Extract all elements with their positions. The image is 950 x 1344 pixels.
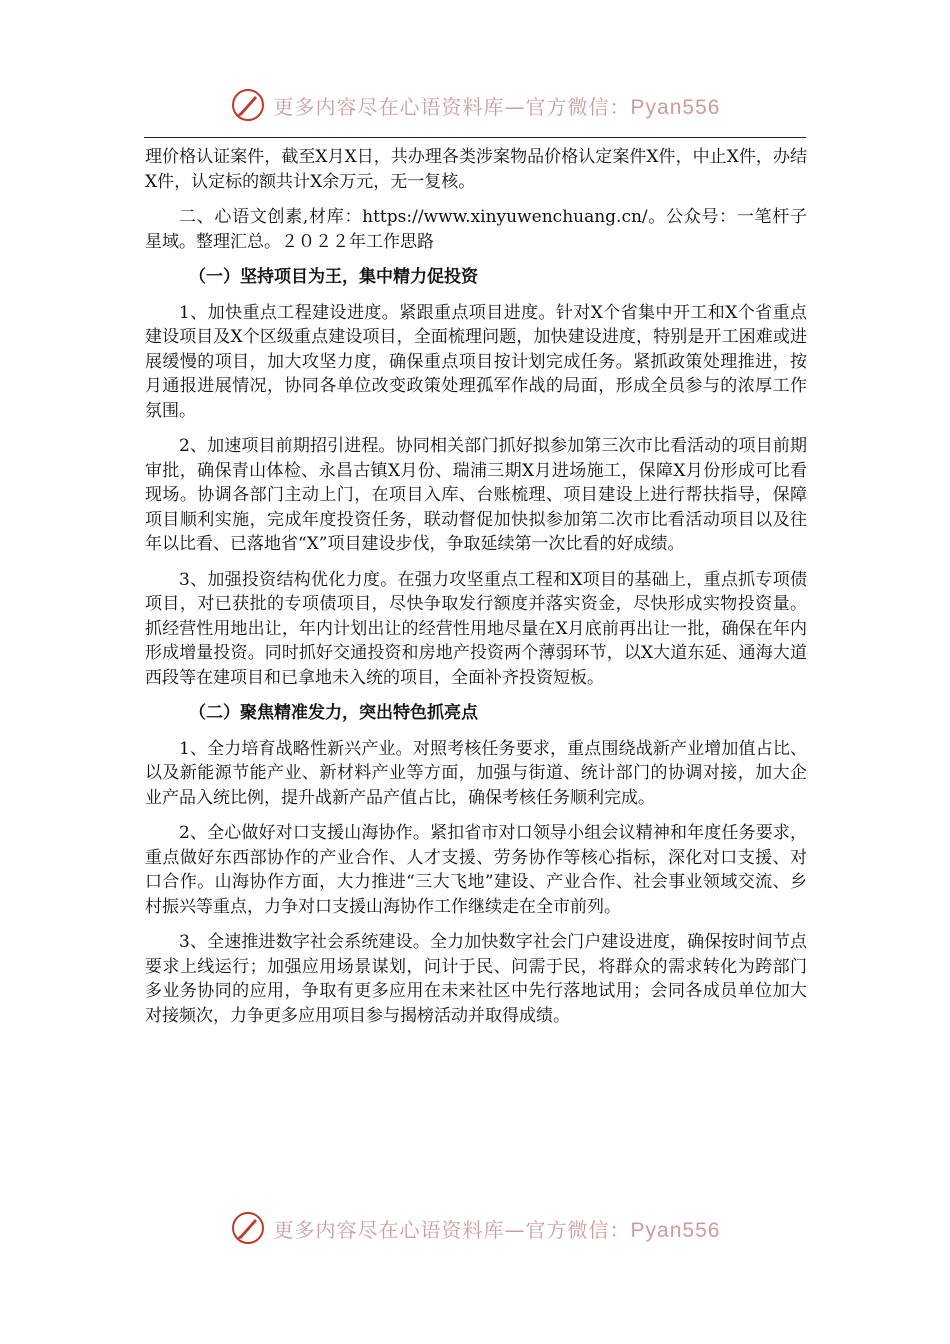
header-banner [0, 80, 950, 130]
quill-logo-icon [230, 87, 266, 123]
paragraph: 3、全速推进数字社会系统建设。全力加快数字社会门户建设进度，确保按时间节点要求上线运行；加强应用场景谋划，问计于民、问需于民，将群众的需求转化为跨部门多业务协同的应用，争取有更多应用在未来社区中先行落地试用；会同各成员单位加大对接频次，力争更多应用项目参与揭榜活动并取得成绩。 [145, 932, 807, 1026]
section-heading: （二）聚焦精准发力，突出特色抓亮点 [189, 703, 478, 723]
header-divider [144, 137, 806, 138]
banner-text: 更多内容尽在心语资料库—官方微信：Pyan556 [273, 94, 721, 119]
wechat-id: Pyan556 [630, 1218, 721, 1242]
banner-text: 更多内容尽在心语资料库—官方微信：Pyan556 [273, 1217, 721, 1242]
section-heading: （一）坚持项目为王，集中精力促投资 [189, 267, 478, 287]
footer-banner [0, 1203, 950, 1253]
quill-logo-icon [230, 1210, 266, 1246]
wechat-id: Pyan556 [630, 95, 721, 119]
paragraph: 理价格认证案件，截至X月X日，共办理各类涉案物品价格认定案件X件，中止X件，办结X件，认定标的额共计X余万元，无一复核。 [145, 147, 807, 192]
paragraph: 1、加快重点工程建设进度。紧跟重点项目进度。针对X个省集中开工和X个省重点建设项目及X个区级重点建设项目，全面梳理问题，加快建设进度，特别是开工困难或进展缓慢的项目，加大攻坚力度，确保重点项目按计划完成任务。紧抓政策处理推进，按月通报进展情况，协同各单位改变政策处理孤军作战的局面，形成全员参与的浓厚工作氛围。 [145, 302, 807, 421]
document-body [145, 145, 807, 1039]
paragraph: 二、心语文创素,材库：https://www.xinyuwenchuang.cn/。公众号：一笔杆子星域。整理汇总。２０２２年工作思路 [145, 207, 807, 252]
paragraph: 3、加强投资结构优化力度。在强力攻坚重点工程和X项目的基础上，重点抓专项债项目，对已获批的专项债项目，尽快争取发行额度并落实资金，尽快形成实物投资量。抓经营性用地出让，年内计划出让的经营性用地尽量在X月底前再出让一批，确保在年内形成增量投资。同时抓好交通投资和房地产投资两个薄弱环节，以X大道东延、通海大道西段等在建项目和已拿地未入统的项目，全面补齐投资短板。 [145, 569, 807, 688]
paragraph: 1、全力培育战略性新兴产业。对照考核任务要求，重点围绕战新产业增加值占比、以及新能源节能产业、新材料产业等方面，加强与街道、统计部门的协调对接，加大企业产品入统比例，提升战新产品产值占比，确保考核任务顺利完成。 [145, 738, 807, 808]
paragraph: 2、全心做好对口支援山海协作。紧扣省市对口领导小组会议精神和年度任务要求，重点做好东西部协作的产业合作、人才支援、劳务协作等核心指标，深化对口支援、对口合作。山海协作方面，大力推进“三大飞地”建设、产业合作、社会事业领域交流、乡村振兴等重点，力争对口支援山海协作工作继续走在全市前列。 [145, 823, 807, 917]
paragraph: 2、加速项目前期招引进程。协同相关部门抓好拟参加第三次市比看活动的项目前期审批，确保青山体检、永昌古镇X月份、瑞浦三期X月进场施工，保障X月份形成可比看现场。协调各部门主动上门，在项目入库、台账梳理、项目建设上进行帮扶指导，保障项目顺利实施，完成年度投资任务，联动督促加快拟参加第二次市比看活动项目以及往年以比看、已落地省“X”项目建设步伐，争取延续第一次比看的好成绩。 [145, 436, 807, 554]
